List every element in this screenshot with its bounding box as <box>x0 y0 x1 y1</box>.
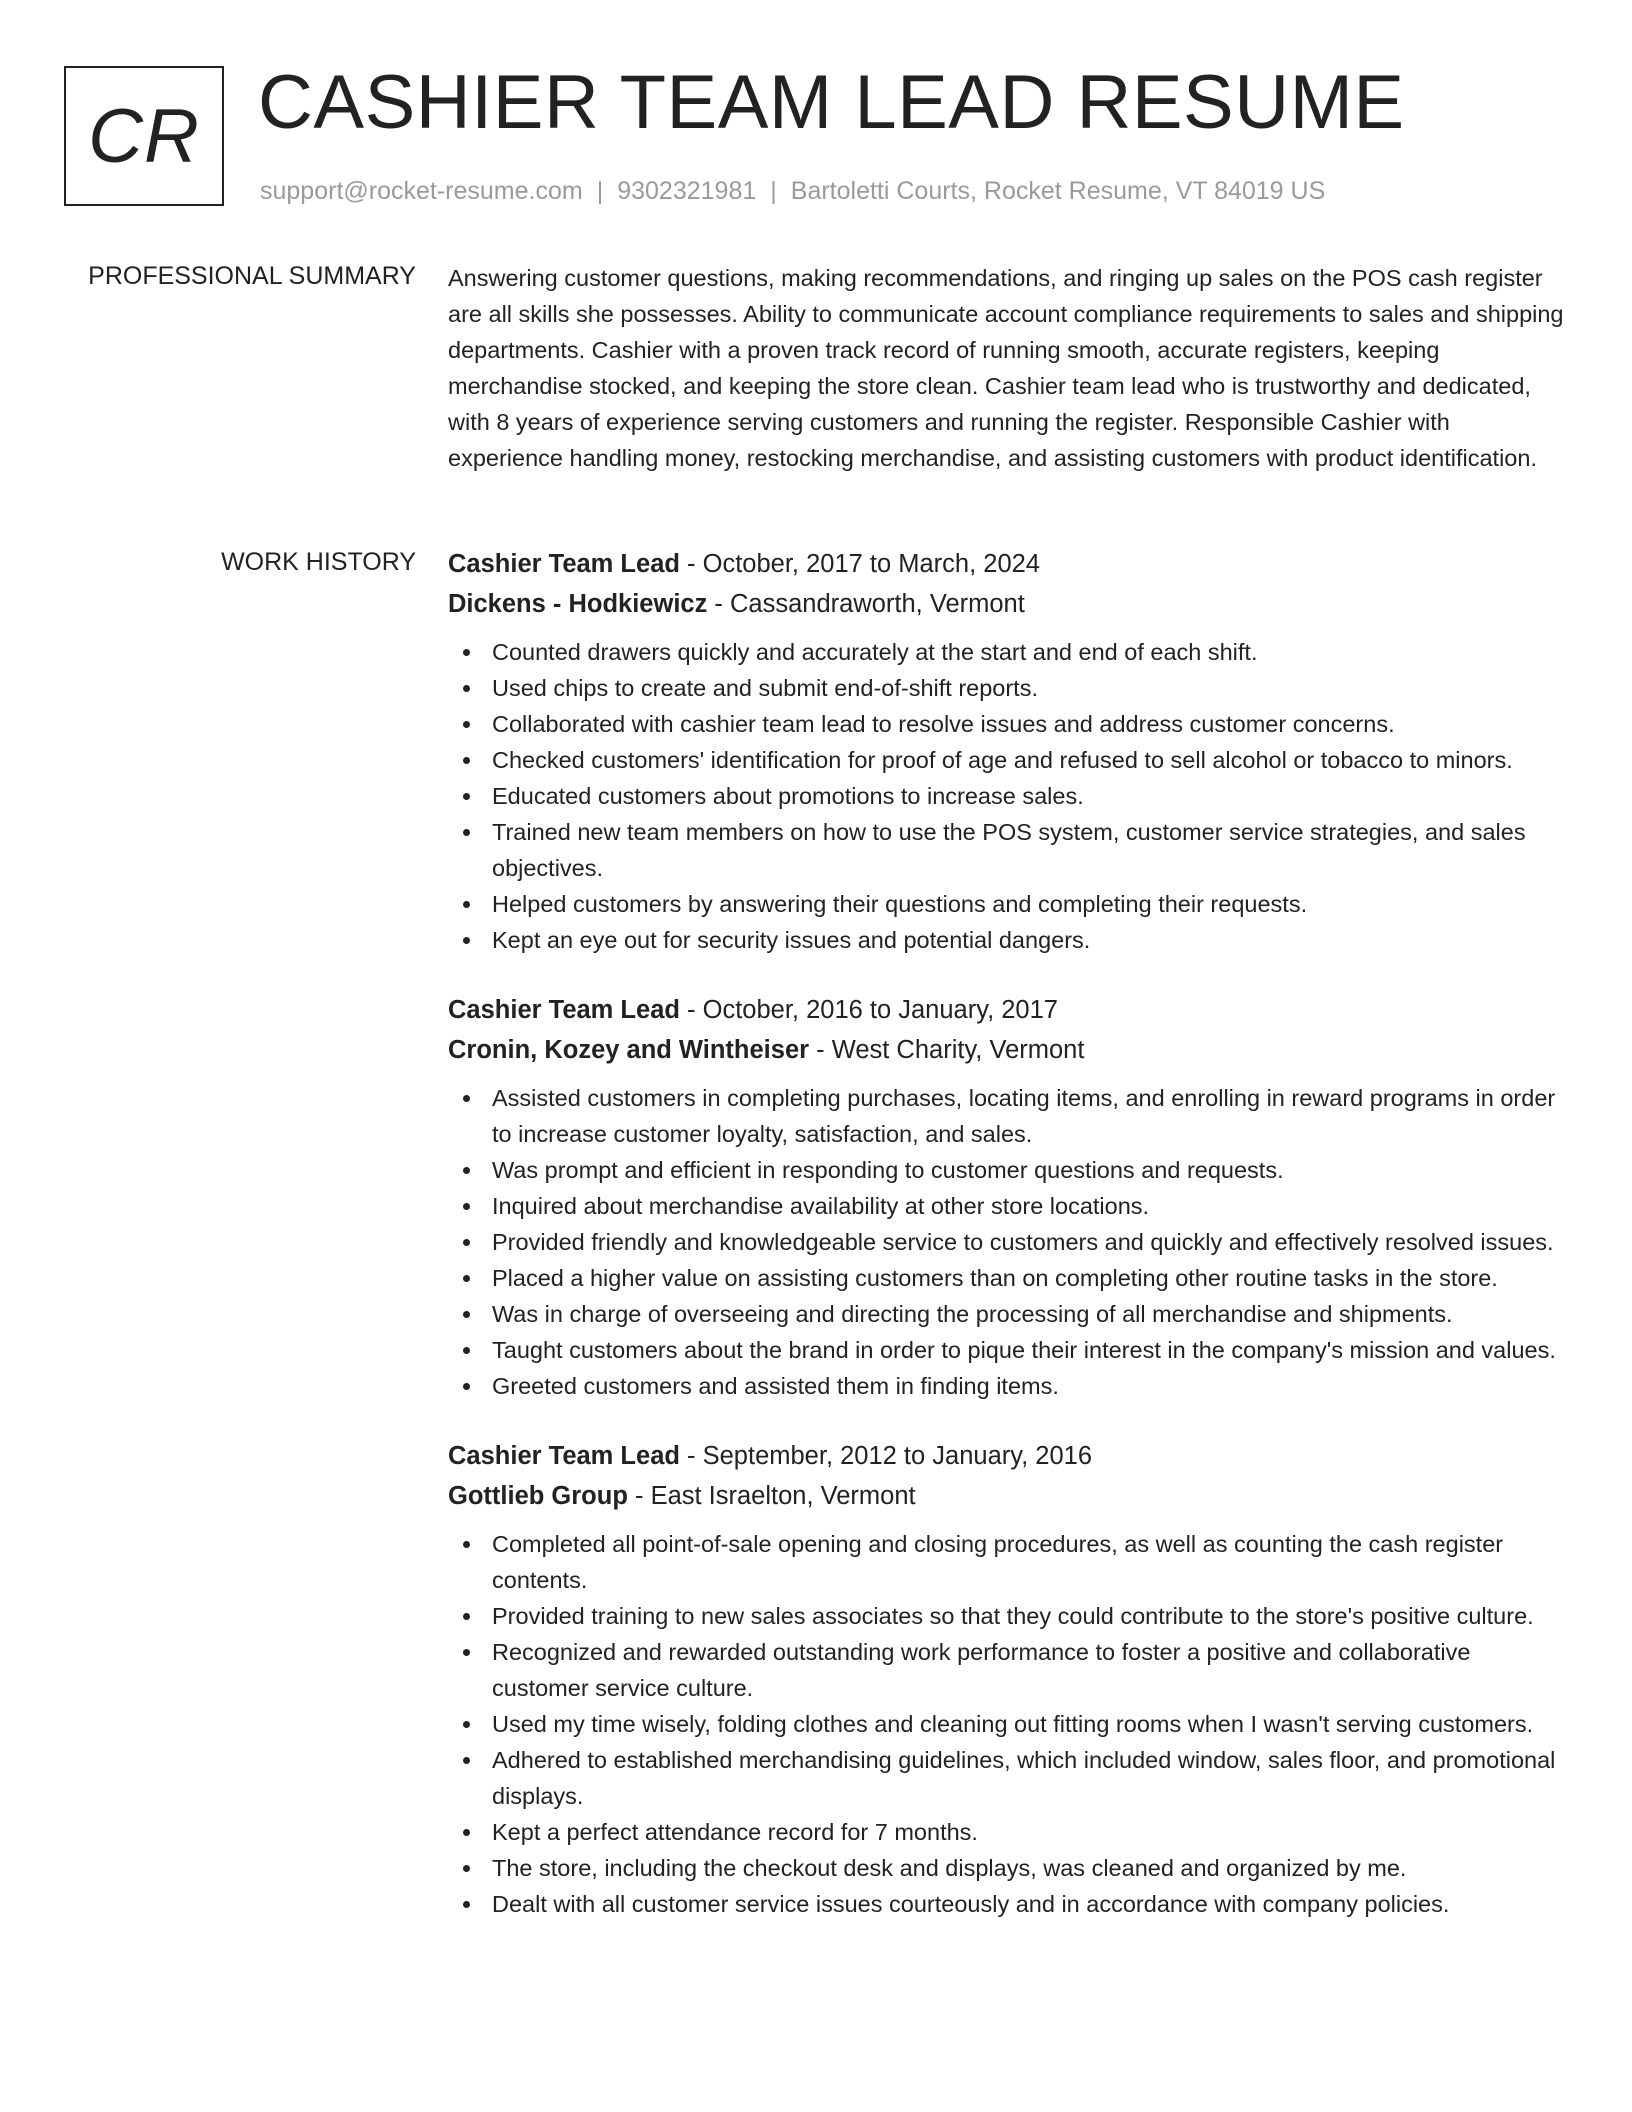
job-duty: Helped customers by answering their questions and completing their requests. <box>448 886 1566 922</box>
job-location: - East Israelton, Vermont <box>627 1482 916 1510</box>
job-duty: Was in charge of overseeing and directing the processing of all merchandise and shipments. <box>448 1296 1566 1332</box>
contact-email[interactable]: support@rocket-resume.com <box>260 177 583 205</box>
job-duty: Placed a higher value on assisting customers than on completing other routine tasks in the store. <box>448 1260 1566 1296</box>
job-title-line <box>448 1436 1566 1476</box>
job-title-line <box>448 544 1566 584</box>
job-duty: Checked customers' identification for proof of age and refused to sell alcohol or tobacco to minors. <box>448 742 1566 778</box>
job-duties-list <box>448 1080 1566 1404</box>
job-entry <box>448 1436 1566 1922</box>
job-duty: Provided friendly and knowledgeable service to customers and quickly and effectively resolved issues. <box>448 1224 1566 1260</box>
contact-separator: | <box>596 177 604 205</box>
job-duties-list <box>448 1526 1566 1922</box>
job-duty: The store, including the checkout desk and displays, was cleaned and organized by me. <box>448 1850 1566 1886</box>
job-dates: - October, 2017 to March, 2024 <box>679 550 1040 578</box>
job-duty: Used my time wisely, folding clothes and cleaning out fitting rooms when I wasn't serving customers. <box>448 1706 1566 1742</box>
job-dates: - September, 2012 to January, 2016 <box>679 1442 1092 1470</box>
job-entry <box>448 544 1566 958</box>
job-company: Dickens - Hodkiewicz <box>448 590 708 618</box>
job-duty: Adhered to established merchandising guidelines, which included window, sales floor, and promotional displays. <box>448 1742 1566 1814</box>
job-title: Cashier Team Lead <box>448 996 680 1024</box>
monogram-logo: CR <box>64 66 224 206</box>
job-duty: Was prompt and efficient in responding to customer questions and requests. <box>448 1152 1566 1188</box>
job-duty: Recognized and rewarded outstanding work performance to foster a positive and collaborative customer service culture. <box>448 1634 1566 1706</box>
job-company: Cronin, Kozey and Wintheiser <box>448 1036 810 1064</box>
job-duty: Trained new team members on how to use the POS system, customer service strategies, and sales objectives. <box>448 814 1566 886</box>
resume-header <box>0 0 1632 240</box>
job-duty: Provided training to new sales associates so that they could contribute to the store's positive culture. <box>448 1598 1566 1634</box>
job-title: Cashier Team Lead <box>448 1442 680 1470</box>
job-duty: Collaborated with cashier team lead to resolve issues and address customer concerns. <box>448 706 1566 742</box>
job-duty: Used chips to create and submit end-of-shift reports. <box>448 670 1566 706</box>
job-location: - West Charity, Vermont <box>809 1036 1085 1064</box>
contact-line <box>260 175 1325 207</box>
contact-address: Bartoletti Courts, Rocket Resume, VT 84019 US <box>790 177 1326 205</box>
job-duty: Inquired about merchandise availability at other store locations. <box>448 1188 1566 1224</box>
job-duty: Completed all point-of-sale opening and closing procedures, as well as counting the cash register contents. <box>448 1526 1566 1598</box>
job-duty: Educated customers about promotions to increase sales. <box>448 778 1566 814</box>
work-history-list <box>448 544 1566 1954</box>
job-duty: Kept an eye out for security issues and potential dangers. <box>448 922 1566 958</box>
job-duty: Dealt with all customer service issues courteously and in accordance with company policies. <box>448 1886 1566 1922</box>
job-duty: Kept a perfect attendance record for 7 months. <box>448 1814 1566 1850</box>
section-label-summary: PROFESSIONAL SUMMARY <box>88 262 416 290</box>
summary-text: Answering customer questions, making recommendations, and ringing up sales on the POS cash register are all skills she possesses. Ability to communicate account compliance requirements to sales and shipping departments. Cashier with a proven track record of running smooth, accurate registers, keeping merchandise stocked, and keeping the store clean. Cashier team lead who is trustworthy and dedicated, with 8 years of experience serving customers and running the register. Responsible Cashier with experience handling money, restocking merchandise, and assisting customers with product identification. <box>448 265 1564 471</box>
job-title: Cashier Team Lead <box>448 550 680 578</box>
job-title-line <box>448 990 1566 1030</box>
job-duties-list <box>448 634 1566 958</box>
contact-phone[interactable]: 9302321981 <box>617 177 757 205</box>
job-entry <box>448 990 1566 1404</box>
section-label-work-history: WORK HISTORY <box>221 548 416 576</box>
contact-separator: | <box>770 177 777 205</box>
job-dates: - October, 2016 to January, 2017 <box>679 996 1058 1024</box>
job-company-line <box>448 584 1566 624</box>
job-company: Gottlieb Group <box>448 1482 628 1510</box>
job-duty: Taught customers about the brand in order to pique their interest in the company's mission and values. <box>448 1332 1566 1368</box>
job-duty: Counted drawers quickly and accurately at the start and end of each shift. <box>448 634 1566 670</box>
job-location: - Cassandraworth, Vermont <box>707 590 1025 618</box>
job-company-line <box>448 1476 1566 1516</box>
job-duty: Assisted customers in completing purchases, locating items, and enrolling in reward programs in order to increase customer loyalty, satisfaction, and sales. <box>448 1080 1566 1152</box>
resume-title: CASHIER TEAM LEAD RESUME <box>258 60 1405 145</box>
job-duty: Greeted customers and assisted them in finding items. <box>448 1368 1566 1404</box>
job-company-line <box>448 1030 1566 1070</box>
